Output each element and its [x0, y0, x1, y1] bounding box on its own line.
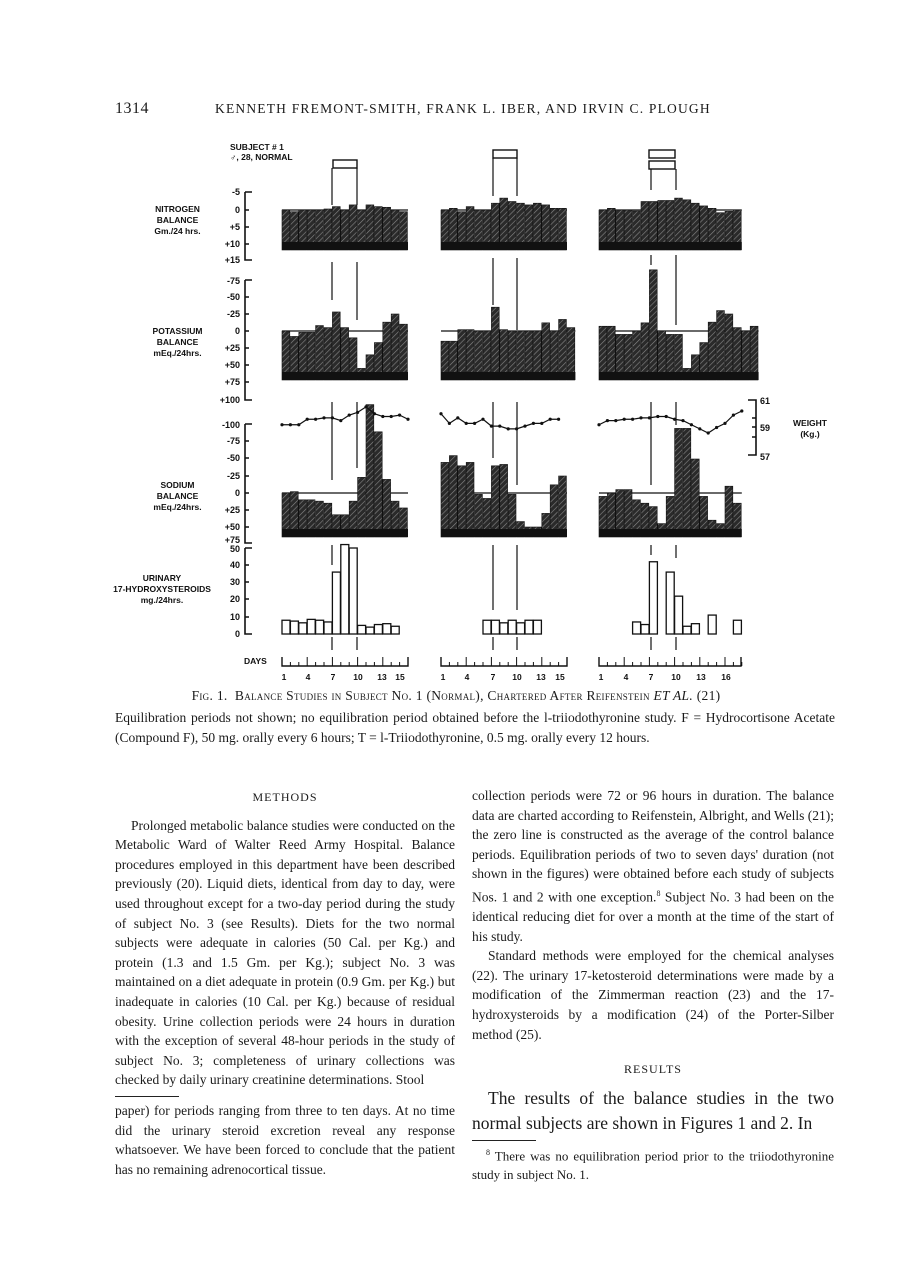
right-column	[472, 786, 834, 1184]
methods-paragraph: Prolonged metabolic balance studies were conducted on the Metabolic Ward of Walter Reed Army Hospital. Balance procedures employed in this department have been described previously (20). Liquid diets, identical from day to day, were used throughout except for a two-day period during the study of subject No. 3 (see Results). Diets for the two normal subjects were adequate in calories (50 Cal. per Kg.) and protein (1.3 and 1.5 Gm. per Kg.); subject No. 3 was maintained on a diet adequate in protein (0.9 Gm. per Kg.) but inadequate in calories (10 Cal. per Kg.) because of residual obesity. Urine collection periods were 24 hours in duration with the exception of several 48-hour periods in the study of subject No. 3; completeness of urinary collections was checked by daily urinary creatinine determinations. Stool	[115, 817, 455, 1088]
svg-text:61: 61	[760, 396, 771, 406]
svg-text:7: 7	[330, 672, 336, 682]
standard-methods-paragraph: Standard methods were employed for the chemical analyses (22). The urinary 17-ketosteroid determinations were made by a modification of the Zimmerman reaction (23) and the 17-hydroxysteroids by a modification (24) of the Porter-Silber method (25).	[472, 948, 834, 1042]
svg-text:0: 0	[234, 205, 240, 215]
subject-id: SUBJECT # 1	[230, 142, 284, 152]
svg-text:-75: -75	[226, 436, 240, 446]
svg-text:0: 0	[234, 629, 240, 639]
svg-text:+50: +50	[224, 522, 240, 532]
svg-text:+75: +75	[224, 535, 240, 545]
methods-continued: collection periods were 72 or 96 hours in duration. The balance data are charted according to Reifenstein, Albright, and Wells (21); the zero line is constructed as the average of the control balance periods. Equilibration periods of two to seven days' duration (not shown in the figures) were obtained before each study of subjects Nos. 1 and 2 with one exception.$^8$ Subject No. 3 had been on the identical reducing diet for over a month at the time of the start of his study.	[472, 788, 834, 944]
svg-text:+15: +15	[224, 255, 240, 265]
footnote-rule	[115, 1096, 179, 1097]
svg-text:+5: +5	[229, 222, 240, 232]
methods-section	[115, 788, 455, 1179]
bar-series	[282, 198, 759, 634]
svg-text:0: 0	[234, 326, 240, 336]
svg-text:1: 1	[440, 672, 446, 682]
svg-text:13: 13	[377, 672, 387, 682]
y-axes	[245, 192, 756, 634]
svg-text:57: 57	[760, 452, 771, 462]
svg-text:0: 0	[234, 488, 240, 498]
svg-text:16: 16	[721, 672, 731, 682]
day-axes	[282, 657, 741, 666]
running-header-authors: KENNETH FREMONT-SMITH, FRANK L. IBER, AND IRVIN C. PLOUGH	[215, 101, 711, 116]
svg-text:15: 15	[555, 672, 565, 682]
weight-axis-label: WEIGHT (Kg.)	[793, 418, 827, 439]
weight-tick-labels	[760, 396, 770, 462]
svg-text:-50: -50	[226, 292, 240, 302]
svg-text:10: 10	[671, 672, 681, 682]
svg-text:10: 10	[353, 672, 363, 682]
sodium-row-label: SODIUM BALANCE mEq./24hrs.	[153, 480, 202, 512]
svg-text:20: 20	[229, 594, 240, 604]
svg-text:-5: -5	[231, 187, 240, 197]
svg-text:-75: -75	[226, 276, 240, 286]
svg-text:30: 30	[229, 577, 240, 587]
figure-caption-body: Equilibration periods not shown; no equilibration period obtained before the l-triiodothyronine study. F = Hydrocortisone Acetate (Compound F), 50 mg. orally every 6 hours; T = l-Triiodothyronine, 0.5 mg. orally every 12 hours.	[115, 710, 835, 745]
svg-text:10: 10	[229, 612, 240, 622]
svg-text:+50: +50	[224, 360, 240, 370]
svg-text:+25: +25	[224, 343, 240, 353]
svg-text:7: 7	[648, 672, 654, 682]
intervention-boxes	[333, 150, 675, 169]
svg-text:40: 40	[229, 560, 240, 570]
svg-text:+100: +100	[219, 395, 240, 405]
methods-heading: METHODS	[252, 790, 318, 804]
svg-text:4: 4	[305, 672, 311, 682]
svg-text:-25: -25	[226, 309, 240, 319]
figure-caption-title: Fig. 1. Balance Studies in Subject No. 1 (Normal), Chartered After Reifenstein ET AL. (21)	[191, 688, 721, 703]
results-paragraph: The results of the balance studies in the two normal subjects are shown in Figures 1 and 2. In	[472, 1087, 834, 1133]
svg-text:+10: +10	[224, 239, 240, 249]
svg-text:50: 50	[229, 544, 240, 554]
svg-text:10: 10	[512, 672, 522, 682]
svg-text:1: 1	[598, 672, 604, 682]
svg-text:1: 1	[281, 672, 287, 682]
svg-text:59: 59	[760, 423, 771, 433]
svg-text:-100: -100	[221, 420, 240, 430]
svg-text:13: 13	[536, 672, 546, 682]
footnote-8: $^8$ There was no equilibration period prior to the triiodothyronine study in subject No. 1.	[472, 1147, 834, 1183]
svg-text:4: 4	[464, 672, 470, 682]
svg-text:+75: +75	[224, 377, 240, 387]
page-number: 1314	[115, 100, 149, 117]
days-label: DAYS	[244, 656, 267, 666]
svg-text:7: 7	[490, 672, 496, 682]
continued-footnote: paper) for periods ranging from three to ten days. At no time did the urinary steroid excretion reveal any response whatsoever. We have been forced to conclude that the patient has no remaining adrenocortical tissue.	[115, 1102, 455, 1177]
nitrogen-row-label: NITROGEN BALANCE Gm./24 hrs.	[154, 204, 201, 236]
svg-text:13: 13	[696, 672, 706, 682]
svg-text:4: 4	[623, 672, 629, 682]
urinary-row-label: URINARY 17-HYDROXYSTEROIDS mg./24hrs.	[113, 573, 211, 605]
potassium-row-label: POTASSIUM BALANCE mEq./24hrs.	[152, 326, 203, 358]
svg-text:+25: +25	[224, 505, 240, 515]
svg-text:15: 15	[395, 672, 405, 682]
subject-description: ♂, 28, NORMAL	[230, 152, 293, 162]
svg-text:-50: -50	[226, 453, 240, 463]
footnote-rule	[472, 1140, 536, 1141]
day-tick-labels	[282, 672, 731, 682]
y-tick-labels	[220, 187, 240, 639]
svg-text:-25: -25	[226, 471, 240, 481]
results-heading: RESULTS	[624, 1062, 682, 1077]
weight-lines	[280, 405, 743, 434]
